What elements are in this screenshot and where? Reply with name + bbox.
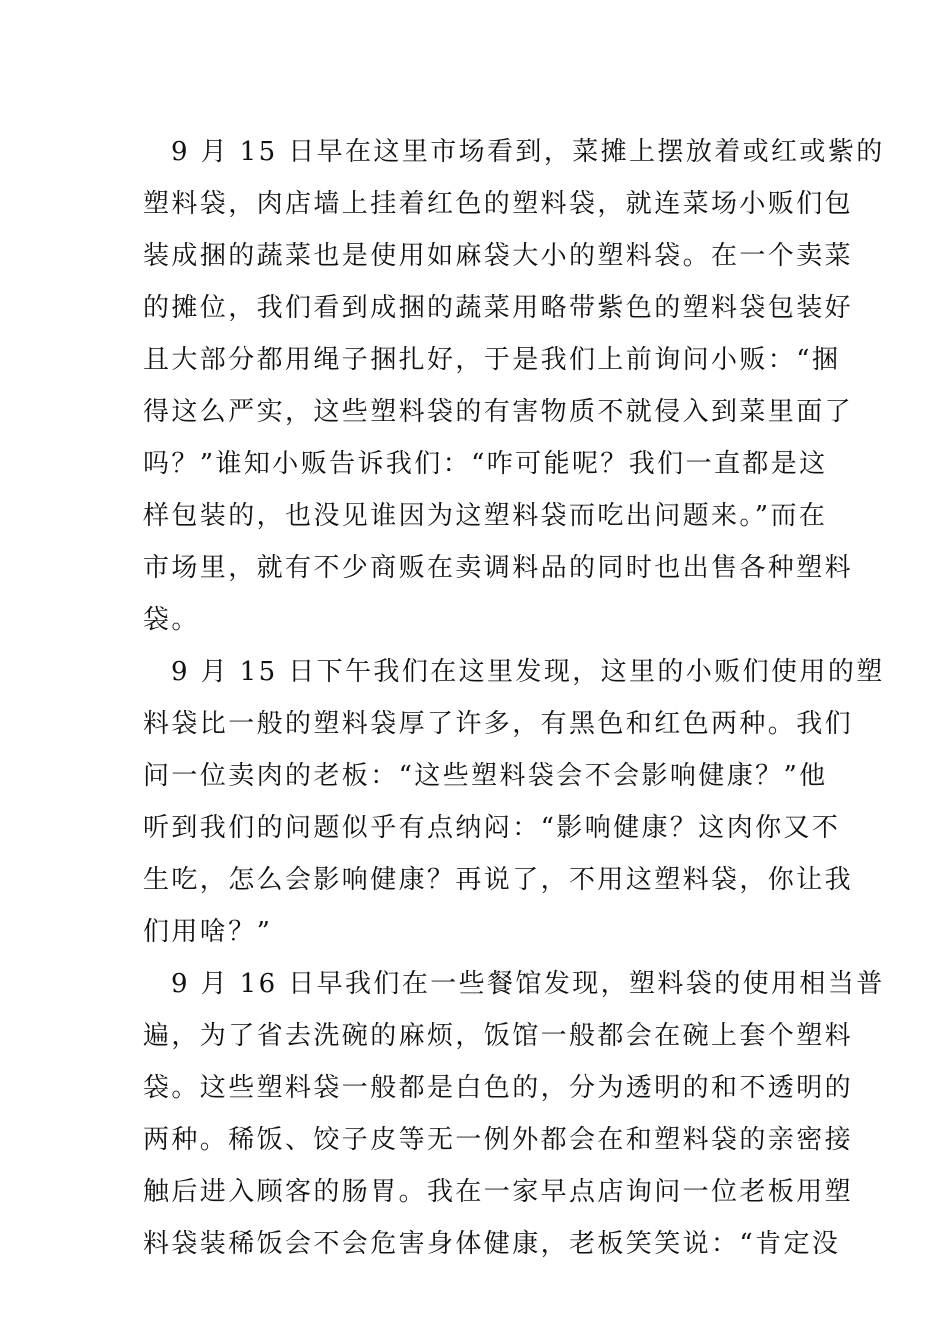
text-line: 吗？”谁知小贩告诉我们：“咋可能呢？我们一直都是这 [143,449,828,479]
paragraph [143,958,885,1270]
text-line: 们用啥？” [143,917,273,947]
paragraph [143,646,885,958]
text-line: 触后进入顾客的肠胃。我在一家早点店询问一位老板用塑 [143,1177,854,1207]
text-line: 的摊位，我们看到成捆的蔬菜用略带紫色的塑料袋包装好 [143,293,854,323]
text-line: 且大部分都用绳子捆扎好，于是我们上前询问小贩：“捆 [143,345,841,375]
text-line: 料袋比一般的塑料袋厚了许多，有黑色和红色两种。我们 [143,709,854,739]
text-line: 听到我们的问题似乎有点纳闷：“影响健康？这肉你又不 [143,813,841,843]
text-line: 9 月 15 日下午我们在这里发现，这里的小贩们使用的塑 [171,657,885,687]
text-line: 市场里，就有不少商贩在卖调料品的同时也出售各种塑料 [143,553,854,583]
text-line: 问一位卖肉的老板：“这些塑料袋会不会影响健康？”他 [143,761,828,791]
paragraph [143,126,885,646]
text-line: 两种。稀饭、饺子皮等无一例外都会在和塑料袋的亲密接 [143,1125,854,1155]
text-line: 9 月 15 日早在这里市场看到，菜摊上摆放着或红或紫的 [171,137,885,167]
text-line: 袋。这些塑料袋一般都是白色的，分为透明的和不透明的 [143,1073,854,1103]
text-line: 生吃，怎么会影响健康？再说了，不用这塑料袋，你让我 [143,865,854,895]
text-line: 9 月 16 日早我们在一些餐馆发现，塑料袋的使用相当普 [171,969,885,999]
text-line: 得这么严实，这些塑料袋的有害物质不就侵入到菜里面了 [143,397,854,427]
text-line: 塑料袋，肉店墙上挂着红色的塑料袋，就连菜场小贩们包 [143,189,854,219]
text-line: 遍，为了省去洗碗的麻烦，饭馆一般都会在碗上套个塑料 [143,1021,854,1051]
text-line: 样包装的，也没见谁因为这塑料袋而吃出问题来。”而在 [143,501,828,531]
text-line: 袋。 [143,605,200,635]
text-line: 料袋装稀饭会不会危害身体健康，老板笑笑说：“肯定没 [143,1229,841,1259]
document-body [143,126,885,1270]
text-line: 装成捆的蔬菜也是使用如麻袋大小的塑料袋。在一个卖菜 [143,241,854,271]
